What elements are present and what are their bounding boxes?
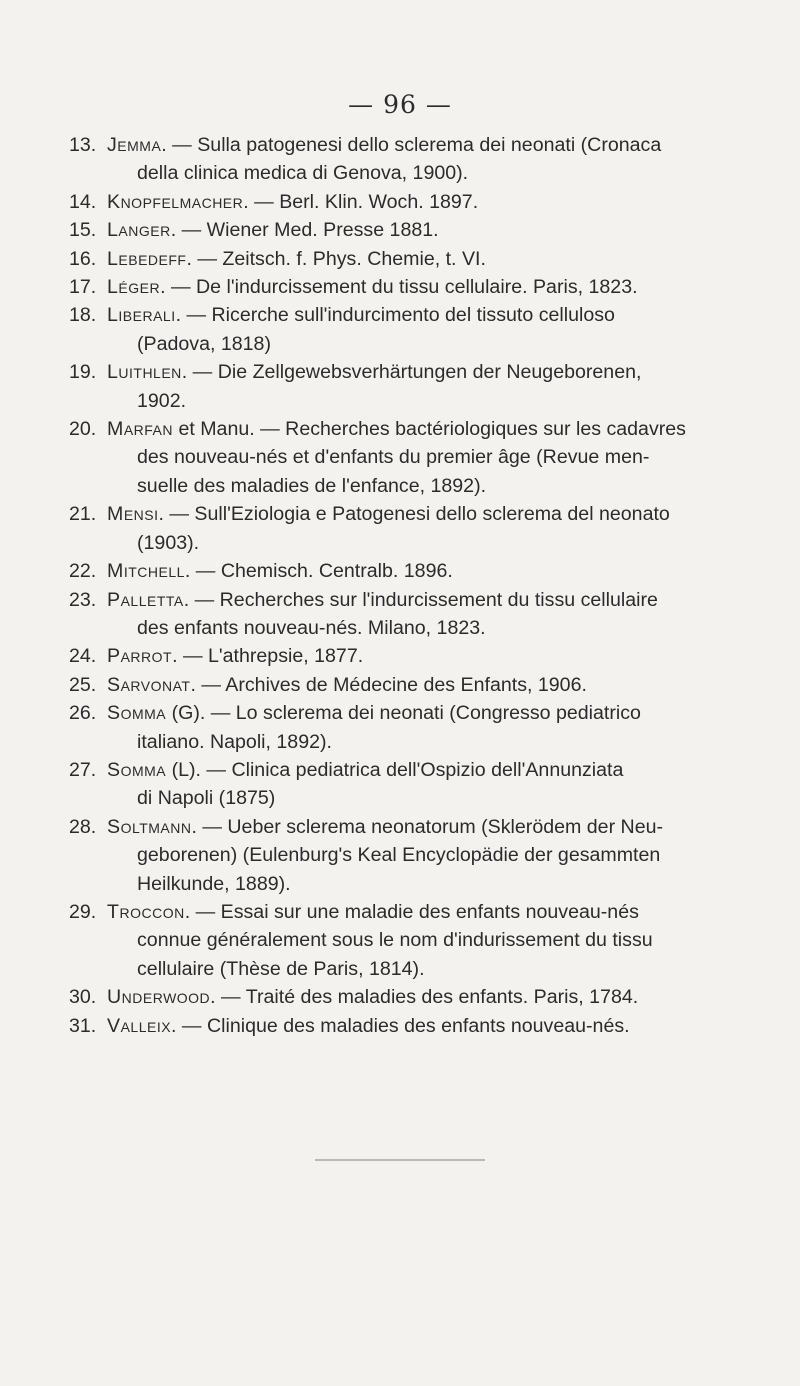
reference-number: 18. xyxy=(69,304,97,327)
reference-author: Jemma xyxy=(107,134,162,156)
reference-number: 16. xyxy=(69,247,97,270)
reference-item xyxy=(69,216,749,244)
reference-item xyxy=(69,699,749,756)
reference-number: 13. xyxy=(69,134,97,156)
reference-text: . — Ueber sclerema neonatorum (Sklerödem der Neu- xyxy=(191,815,664,838)
reference-continuation: di Napoli (1875) xyxy=(137,787,276,810)
reference-item xyxy=(69,813,749,898)
reference-text: (G). — Lo sclerema dei neonati (Congresso pediatrico xyxy=(166,702,641,725)
reference-text: et Manu. — Recherches bactériologiques sur les cadavres xyxy=(173,418,686,441)
reference-author: Lebedeff xyxy=(107,247,187,270)
reference-item xyxy=(69,358,749,415)
reference-number: 15. xyxy=(69,219,97,242)
reference-number: 20. xyxy=(69,418,97,441)
reference-author: Marfan xyxy=(107,418,173,441)
divider-rule xyxy=(0,1146,800,1165)
reference-author: Parrot xyxy=(107,645,173,668)
reference-item xyxy=(69,273,749,301)
reference-author: Mitchell xyxy=(107,560,185,583)
reference-continuation: des nouveau-nés et d'enfants du premier âge (Revue men- xyxy=(137,446,650,469)
reference-continuation: cellulaire (Thèse de Paris, 1814). xyxy=(137,957,425,980)
reference-continuation: della clinica medica di Genova, 1900). xyxy=(137,162,469,185)
reference-text: . — De l'indurcissement du tissu cellulaire. Paris, 1823. xyxy=(160,276,638,299)
reference-item xyxy=(69,301,749,358)
reference-text: (L). — Clinica pediatrica dell'Ospizio dell'Annunziata xyxy=(166,758,624,781)
reference-number: 26. xyxy=(69,702,97,725)
reference-author: Palletta xyxy=(107,588,184,611)
reference-number: 28. xyxy=(69,815,97,838)
reference-number: 14. xyxy=(69,190,97,213)
reference-text: . — Archives de Médecine des Enfants, 1906. xyxy=(190,673,587,696)
reference-author: Troccon xyxy=(107,900,185,923)
reference-continuation: (Padova, 1818) xyxy=(137,332,271,355)
reference-author: Somma xyxy=(107,758,167,781)
reference-author: Sarvonat xyxy=(107,673,191,696)
reference-item xyxy=(69,557,749,585)
reference-number: 30. xyxy=(69,986,97,1009)
reference-continuation: italiano. Napoli, 1892). xyxy=(137,730,332,753)
reference-author: Liberali xyxy=(107,304,176,327)
reference-item xyxy=(69,983,749,1011)
reference-number: 29. xyxy=(69,900,97,923)
reference-item xyxy=(69,586,749,643)
reference-continuation: geborenen) (Eulenburg's Keal Encyclopädie der gesammten xyxy=(137,844,661,867)
reference-number: 27. xyxy=(69,758,97,781)
reference-author: Luithlen xyxy=(107,361,182,384)
reference-text: . — Ricerche sull'indurcimento del tissuto celluloso xyxy=(175,304,615,327)
reference-text: . — Sull'Eziologia e Patogenesi dello sclerema del neonato xyxy=(158,503,670,526)
reference-item xyxy=(69,756,749,813)
reference-continuation: des enfants nouveau-nés. Milano, 1823. xyxy=(137,616,486,639)
reference-item xyxy=(69,1012,749,1040)
reference-item xyxy=(69,188,749,216)
reference-item xyxy=(69,131,749,188)
divider-line xyxy=(315,1159,485,1161)
reference-author: Soltmann xyxy=(107,815,192,838)
reference-number: 21. xyxy=(69,503,97,526)
reference-text: . — Berl. Klin. Woch. 1897. xyxy=(243,190,479,213)
reference-number: 22. xyxy=(69,560,97,583)
reference-item xyxy=(69,898,749,983)
reference-text: . — Wiener Med. Presse 1881. xyxy=(170,219,439,242)
reference-text: . — Zeitsch. f. Phys. Chemie, t. VI. xyxy=(186,247,486,270)
reference-text: . — L'athrepsie, 1877. xyxy=(172,645,364,668)
reference-author: Underwood xyxy=(107,986,211,1009)
reference-text: . — Traité des maladies des enfants. Paris, 1784. xyxy=(210,986,639,1009)
reference-author: Léger xyxy=(107,276,161,299)
reference-author: Mensi xyxy=(107,503,159,526)
reference-item xyxy=(69,671,749,699)
reference-author: Langer xyxy=(107,219,171,242)
reference-author: Somma xyxy=(107,702,167,725)
reference-text: . — Die Zellgewebsverhärtungen der Neugeborenen, xyxy=(181,361,642,384)
reference-item xyxy=(69,245,749,273)
reference-continuation: (1903). xyxy=(137,531,200,554)
reference-author: Valleix xyxy=(107,1014,172,1037)
reference-list xyxy=(69,131,749,1040)
reference-number: 19. xyxy=(69,361,97,384)
reference-text: . — Clinique des maladies des enfants nouveau-nés. xyxy=(171,1014,630,1037)
reference-text: . — Sulla patogenesi dello sclerema dei neonati (Cronaca xyxy=(161,134,662,156)
reference-number: 23. xyxy=(69,588,97,611)
reference-number: 25. xyxy=(69,673,97,696)
reference-number: 17. xyxy=(69,276,97,299)
reference-continuation: connue généralement sous le nom d'indurissement du tissu xyxy=(137,929,653,952)
reference-item xyxy=(69,500,749,557)
reference-number: 24. xyxy=(69,645,97,668)
reference-text: . — Essai sur une maladie des enfants nouveau-nés xyxy=(184,900,639,923)
reference-continuation: 1902. xyxy=(137,389,187,412)
reference-number: 31. xyxy=(69,1014,97,1037)
reference-author: Knopfelmacher xyxy=(107,190,244,213)
reference-item xyxy=(69,642,749,670)
reference-continuation: Heilkunde, 1889). xyxy=(137,872,291,895)
page-number: — 96 — xyxy=(348,90,452,119)
reference-text: . — Recherches sur l'indurcissement du tissu cellulaire xyxy=(183,588,658,611)
reference-continuation: suelle des maladies de l'enfance, 1892). xyxy=(137,474,487,497)
reference-text: . — Chemisch. Centralb. 1896. xyxy=(184,560,453,583)
reference-item xyxy=(69,415,749,500)
